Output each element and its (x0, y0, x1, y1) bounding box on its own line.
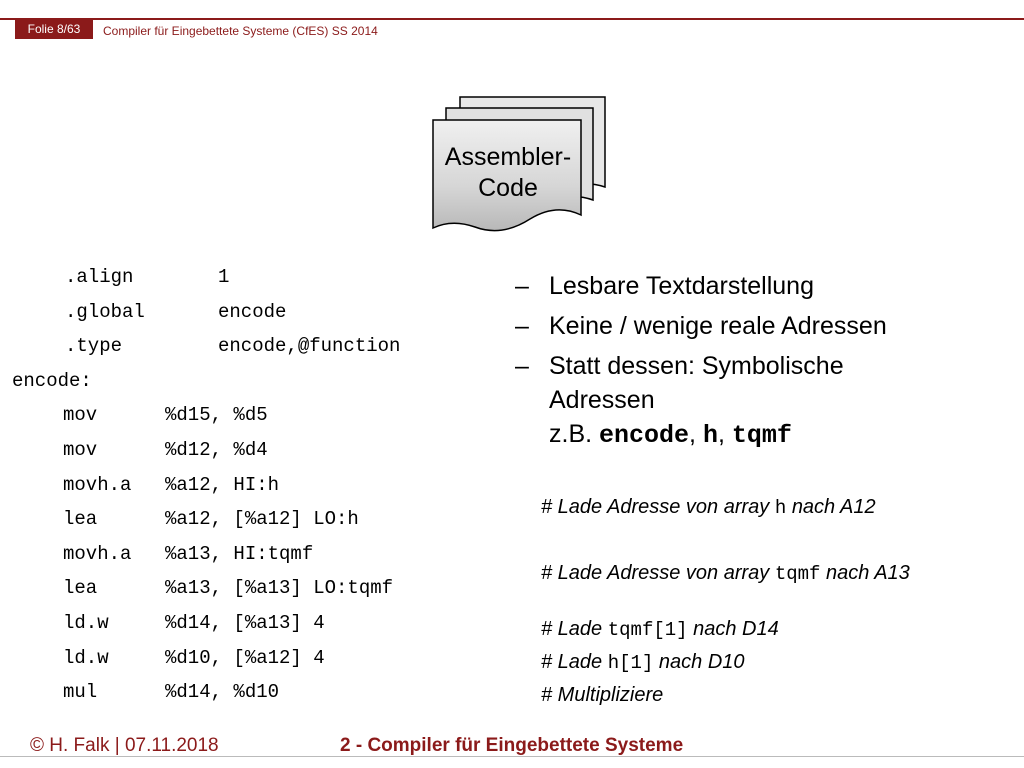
asm-instruction-line (12, 504, 359, 539)
asm-operands: %d14, [%a13] 4 (165, 611, 325, 634)
asm-directive-line (12, 262, 230, 297)
footer-chapter: 2 - Compiler für Eingebettete Systeme (340, 735, 684, 756)
asm-directive-arg: encode (218, 300, 287, 323)
symbol-tqmf: tqmf (731, 421, 792, 450)
asm-instruction-line (12, 435, 268, 470)
course-title: Compiler für Eingebettete Systeme (CfES) SS 2014 (103, 24, 378, 38)
footer-author: © H. Falk | 07.11.2018 (30, 735, 219, 756)
asm-instruction-line (12, 470, 280, 505)
comment-multiply: # Multipliziere (541, 684, 664, 706)
asm-mnemonic: mov (63, 404, 98, 427)
comment-text: # Lade (541, 651, 603, 673)
bullet-dash: – (515, 352, 529, 380)
asm-directive-line (12, 331, 401, 366)
asm-operands: %d14, %d10 (165, 681, 280, 704)
comment-code: h (774, 497, 787, 519)
asm-directive: .global (65, 300, 145, 323)
separator: , (717, 420, 725, 448)
assembler-code-label-line1: Assembler- (444, 143, 572, 171)
comment-load-h1 (541, 651, 745, 674)
bullet-text: Keine / wenige reale Adressen (549, 312, 887, 340)
asm-instruction-line (12, 573, 394, 608)
symbol-h: h (702, 421, 718, 450)
bullet-item (515, 269, 1015, 303)
bullet-item (515, 309, 1015, 343)
bullet-text: Lesbare Textdarstellung (549, 272, 814, 300)
asm-directive-arg: 1 (218, 266, 230, 288)
asm-operands: %a12, [%a12] LO:h (165, 508, 359, 531)
asm-mnemonic: mul (63, 681, 98, 704)
bullet-example (549, 417, 1015, 453)
bullet-text: Statt dessen: Symbolische (549, 352, 844, 380)
comment-text: nach A13 (826, 562, 910, 584)
asm-instruction-line (12, 539, 314, 574)
asm-operands: %a12, HI:h (165, 473, 280, 496)
asm-label-line (12, 366, 92, 401)
asm-mnemonic: movh.a (63, 542, 132, 565)
asm-operands: %a13, [%a13] LO:tqmf (165, 577, 394, 600)
asm-operands: %a13, HI:tqmf (165, 542, 314, 565)
comment-load-tqmf1 (541, 618, 779, 641)
comment-text: # Lade Adresse von array (541, 496, 770, 518)
asm-mnemonic: ld.w (63, 646, 109, 669)
asm-mnemonic: mov (63, 438, 98, 461)
comment-text: nach D10 (658, 651, 745, 673)
asm-operands: %d10, [%a12] 4 (165, 646, 325, 669)
bullet-text: Adressen (549, 386, 655, 414)
assembler-code-label-line2: Code (478, 174, 538, 202)
asm-instruction-line (12, 400, 268, 435)
assembly-listing (12, 262, 401, 712)
asm-mnemonic: lea (63, 508, 98, 531)
example-prefix: z.B. (549, 420, 593, 448)
comment-text: # Lade Adresse von array (541, 562, 770, 584)
asm-mnemonic: movh.a (63, 473, 132, 496)
slide-number-tab: Folie 8/63 (15, 20, 93, 39)
asm-operands: %d15, %d5 (165, 404, 268, 427)
comment-code: tqmf (774, 563, 821, 585)
symbol-encode: encode (599, 421, 690, 450)
comment-code: h[1] (607, 652, 654, 674)
comment-text: nach D14 (693, 618, 779, 640)
asm-directive: .align (65, 266, 134, 288)
asm-mnemonic: lea (63, 577, 98, 600)
comment-text: # Lade (541, 618, 603, 640)
comment-code: tqmf[1] (607, 619, 688, 641)
separator: , (689, 420, 696, 448)
comment-text: nach A12 (791, 496, 876, 518)
asm-directive-line (12, 297, 287, 332)
bullet-list (515, 269, 1015, 459)
asm-instruction-line (12, 643, 325, 678)
asm-instruction-line (12, 677, 280, 712)
asm-directive: .type (65, 335, 123, 358)
comment-load-h (541, 496, 876, 519)
asm-mnemonic: ld.w (63, 611, 109, 634)
bullet-dash: – (515, 272, 529, 300)
header-rule (0, 18, 1024, 20)
bullet-dash: – (515, 312, 529, 340)
asm-instruction-line (12, 608, 325, 643)
asm-operands: %d12, %d4 (165, 438, 268, 461)
assembler-code-label (432, 142, 584, 204)
comment-load-tqmf (541, 562, 910, 585)
asm-directive-arg: encode,@function (218, 335, 401, 358)
asm-label: encode: (12, 369, 92, 392)
bullet-item (515, 349, 1015, 453)
